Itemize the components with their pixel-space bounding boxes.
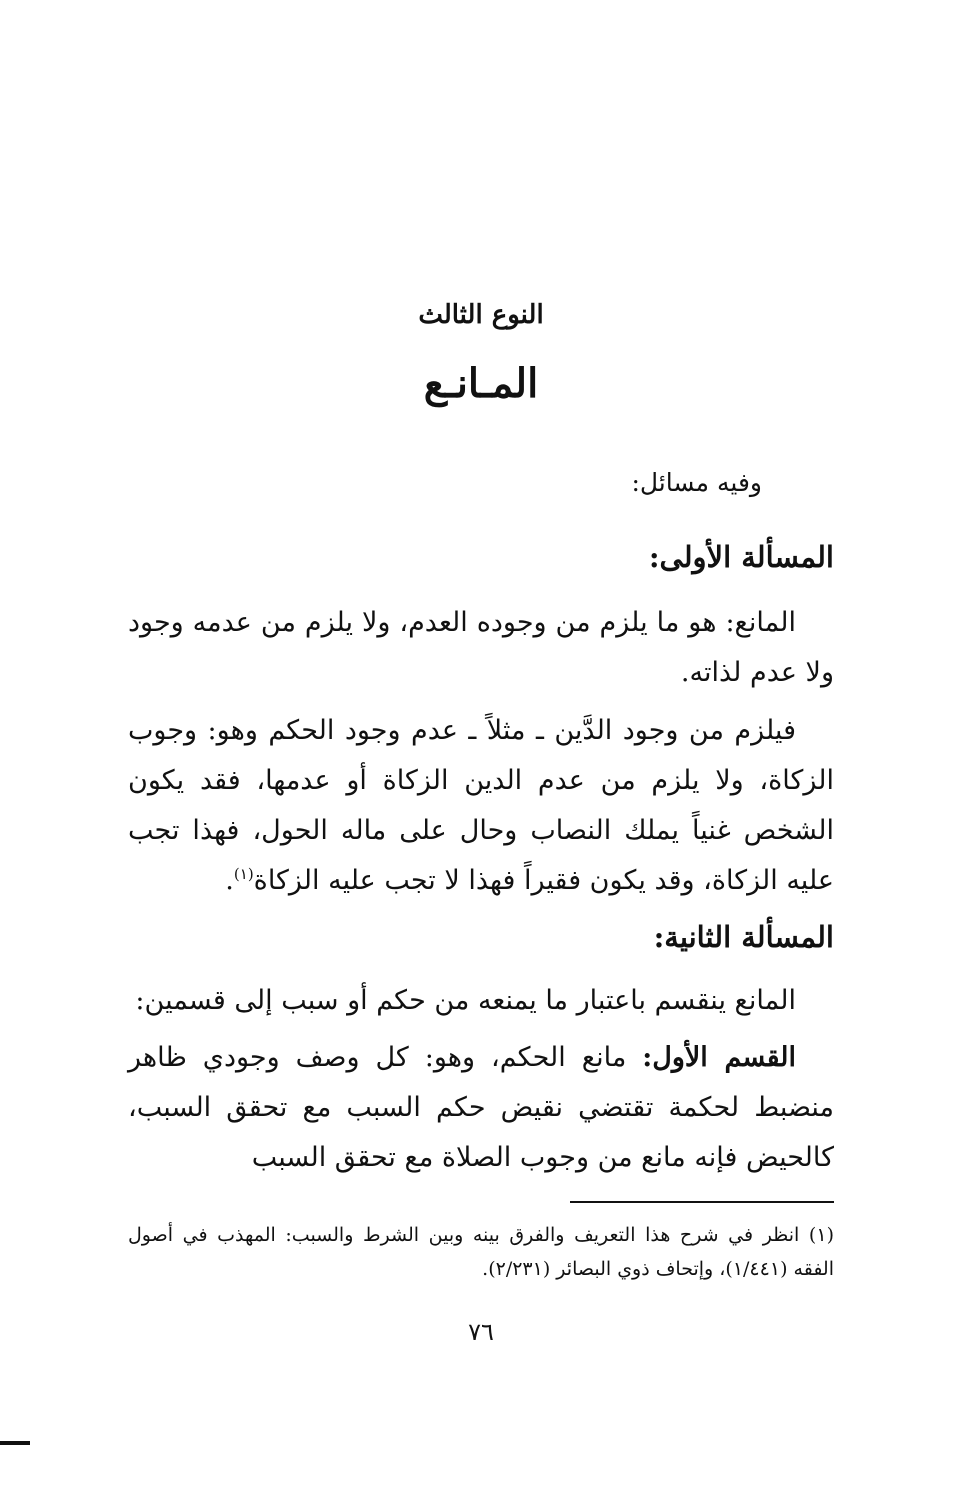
intro-line: وفيه مسائل: xyxy=(631,468,762,497)
first-issue-heading: المسألة الأولى: xyxy=(648,540,834,574)
footnote-number: (١) xyxy=(808,1224,834,1246)
example-paragraph xyxy=(128,706,834,906)
definition-text: المانع: هو ما يلزم من وجوده العدم، ولا يلزم من عدمه وجود ولا عدم لذاته. xyxy=(128,607,834,688)
second-issue-heading: المسألة الثانية: xyxy=(653,920,834,954)
first-part-label: القسم الأول: xyxy=(642,1042,796,1073)
division-paragraph xyxy=(128,976,834,1026)
footnote xyxy=(128,1218,834,1286)
footnote-reference[interactable]: (١) xyxy=(233,865,254,883)
footnote-text: انظر في شرح هذا التعريف والفرق بينه وبين الشرط والسبب: المهذب في أصول الفقه (١/٤٤١)، وإتحاف ذوي البصائر (٢/٢٣١). xyxy=(128,1224,834,1280)
example-end: . xyxy=(225,865,234,896)
first-part-text: مانع الحكم، وهو: كل وصف وجودي ظاهر منضبط لحكمة تقتضي نقيض حكم السبب مع تحقق السبب، كالحيض فإنه مانع من وجوب الصلاة مع تحقق السبب xyxy=(128,1042,834,1173)
footnote-separator xyxy=(570,1201,834,1203)
first-part-paragraph xyxy=(128,1033,834,1183)
example-text: فيلزم من وجود الدَّين ـ مثلاً ـ عدم وجود الحكم وهو: وجوب الزكاة، ولا يلزم من عدم الدين الزكاة أو عدمها، فقد يكون الشخص غنياً يملك النصاب وحال على ماله الحول، فهذا تجب عليه الزكاة، وقد يكون فقيراً فهذا لا تجب عليه الزكاة xyxy=(128,715,834,896)
scan-edge-mark xyxy=(0,1441,30,1445)
chapter-title: المـانـع xyxy=(423,360,539,407)
definition-paragraph xyxy=(128,598,834,698)
chapter-kind-label: النوع الثالث xyxy=(418,300,544,330)
page-number: ٧٦ xyxy=(468,1318,494,1346)
division-text: المانع ينقسم باعتبار ما يمنعه من حكم أو سبب إلى قسمين: xyxy=(135,985,796,1016)
